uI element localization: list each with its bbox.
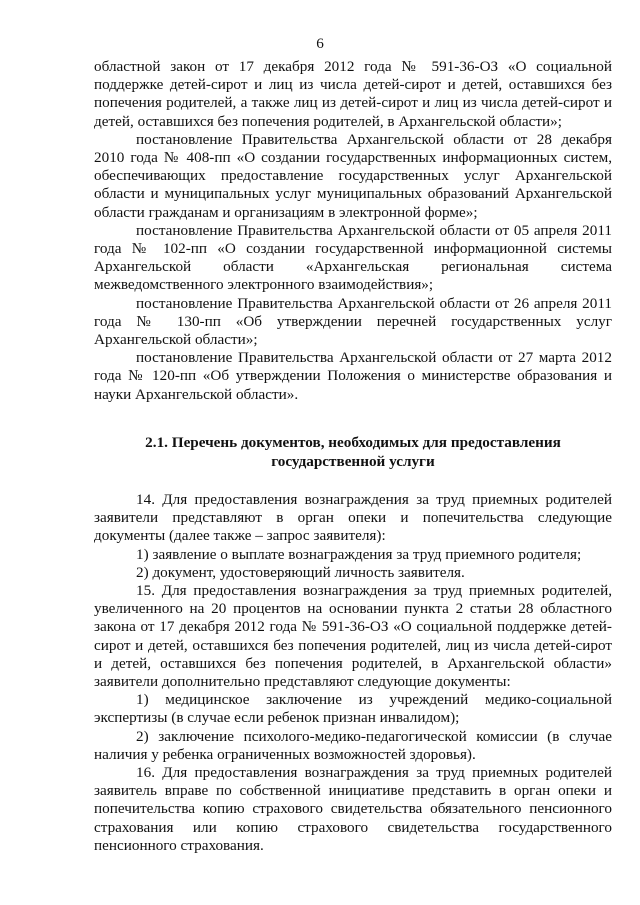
- list-item: 2) документ, удостоверяющий личность заявителя.: [136, 563, 465, 581]
- paragraph: областной закон от 17 декабря 2012 года № 591-36-ОЗ «О социальной поддержке детей-сирот и лиц из числа детей-сирот и детей, оставшихся без попечения родителей, а также лиц из детей-сирот и лиц из числа детей-сирот и детей, оставшихся без попечения родителей, в Архангельской области»;: [94, 58, 612, 130]
- paragraph: 15. Для предоставления вознаграждения за труд приемных родителей, увеличенного на 20 процентов на основании пункта 2 статьи 28 областного закона от 17 декабря 2012 года № 591-36-ОЗ «О социальной поддержке детей-сирот и детей, оставшихся без попечения родителей, лиц из числа детей-сирот и детей, оставшихся без попечения родителей, в Архангельской области» заявители дополнительно представляют следующие документы:: [94, 582, 612, 691]
- section-heading: [94, 434, 612, 471]
- legal-basis-list: [94, 58, 612, 404]
- paragraph: постановление Правительства Архангельской области от 05 апреля 2011 года № 102-пп «О создании государственной информационной системы Архангельской области «Архангельская региональная система межведомственного электронного взаимодействия»;: [94, 221, 612, 294]
- page-number: 6: [316, 35, 324, 52]
- list-item: 1) заявление о выплате вознаграждения за труд приемного родителя;: [136, 545, 582, 563]
- paragraph: 14. Для предоставления вознаграждения за труд приемных родителей заявители представляют в орган опеки и попечительства следующие документы (далее также – запрос заявителя):: [94, 491, 612, 545]
- paragraph: постановление Правительства Архангельской области от 26 апреля 2011 года № 130-пп «Об утверждении перечней государственных услуг Архангельской области»;: [94, 294, 612, 349]
- paragraph: постановление Правительства Архангельской области от 28 декабря 2010 года № 408-пп «О создании государственных информационных систем, обеспечивающих предоставление государственных услуг Архангельской области и муниципальных услуг муниципальных образований Архангельской области гражданам и организациям в электронной форме»;: [94, 130, 612, 221]
- list-item: 1) медицинское заключение из учреждений медико-социальной экспертизы (в случае если ребенок признан инвалидом);: [94, 691, 612, 727]
- list-item: 2) заключение психолого-медико-педагогической комиссии (в случае наличия у ребенка ограниченных возможностей здоровья).: [94, 727, 612, 763]
- paragraph: 16. Для предоставления вознаграждения за труд приемных родителей заявитель вправе по собственной инициативе представить в орган опеки и попечительства копию страхового свидетельства обязательного пенсионного страхования или копию страхового свидетельства государственного пенсионного страхования.: [94, 764, 612, 854]
- section-heading-line: 2.1. Перечень документов, необходимых для предоставления: [145, 434, 561, 451]
- paragraph: постановление Правительства Архангельской области от 27 марта 2012 года № 120-пп «Об утверждении Положения о министерстве образования и науки Архангельской области».: [94, 349, 612, 403]
- section-heading-line: государственной услуги: [271, 452, 435, 470]
- section-body: [94, 491, 612, 855]
